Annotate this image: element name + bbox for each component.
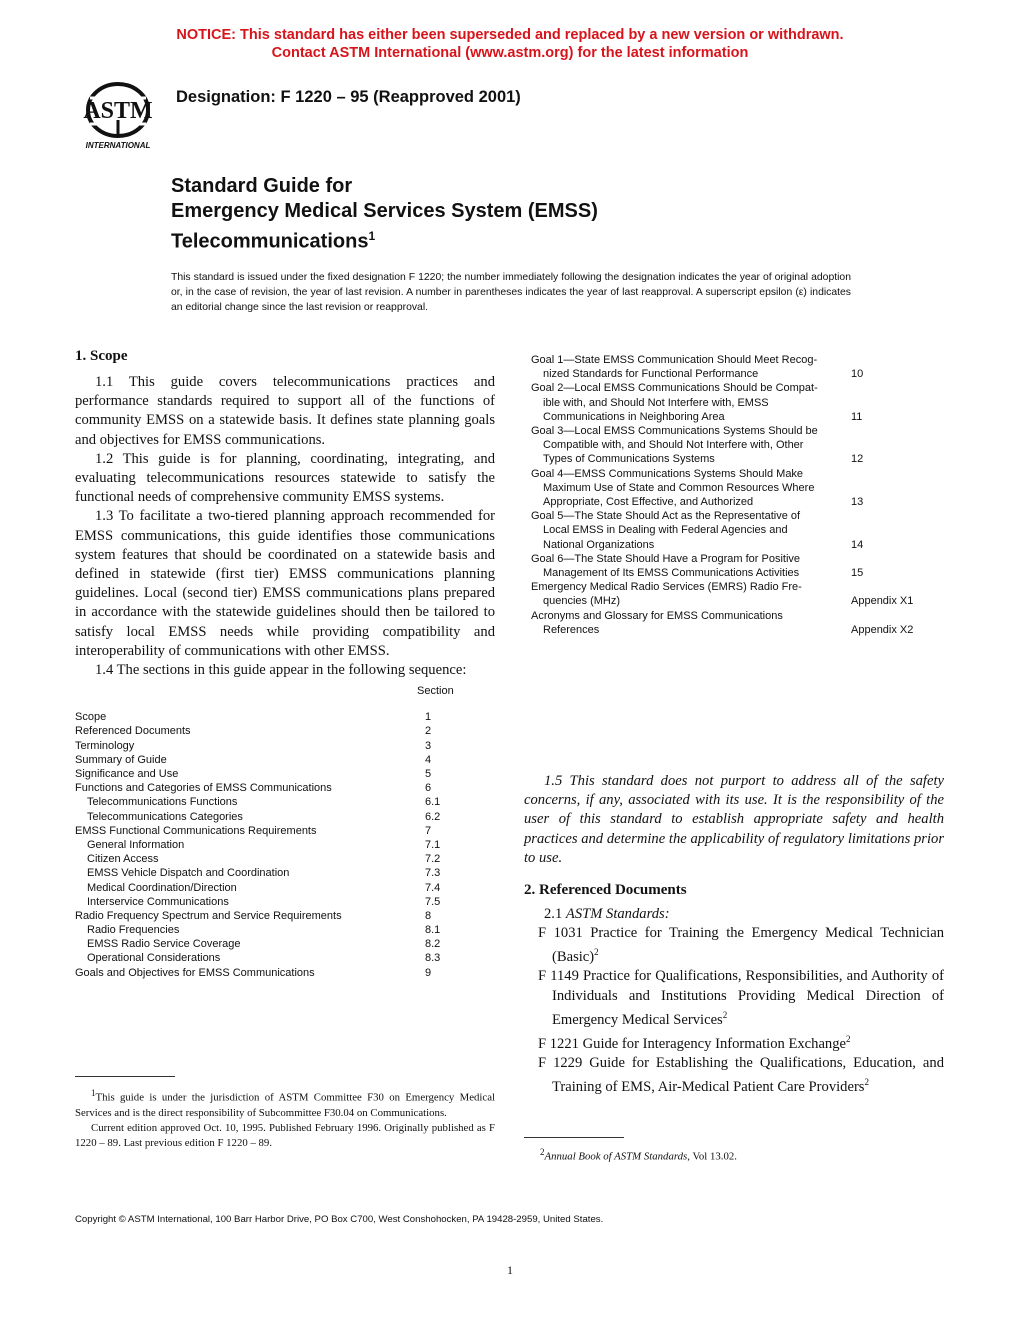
section-label: Terminology xyxy=(75,739,135,752)
page-number: 1 xyxy=(507,1263,513,1277)
section-label: Telecommunications Functions xyxy=(87,796,238,809)
footnote-2-vol: , Vol 13.02. xyxy=(687,1150,737,1163)
section-label: Summary of Guide xyxy=(75,753,167,766)
section-number: 8.1 xyxy=(425,924,441,937)
refdocs-heading: 2. Referenced Documents xyxy=(524,882,687,898)
footnote-1-mark: 1 xyxy=(91,1088,96,1098)
title-line-3-text: Telecommunications xyxy=(171,230,369,253)
section-number: 7.5 xyxy=(425,895,441,908)
reference-title: Guide for Establishing the Qualifications, Education, and Training of EMS, Air-Medical Patient Care Providers xyxy=(552,1055,944,1096)
goal-label-line: Goal 3—Local EMSS Communications Systems Should be xyxy=(531,425,818,438)
section-row xyxy=(75,866,495,880)
section-row xyxy=(75,824,495,838)
section-row xyxy=(75,838,495,852)
scope-1-4: 1.4 The sections in this guide appear in the following sequence: xyxy=(95,662,467,679)
section-number: 8.2 xyxy=(425,938,441,951)
title-line-3 xyxy=(171,224,598,255)
refdocs-list xyxy=(524,924,944,1097)
section-number: 7.2 xyxy=(425,853,441,866)
referenced-documents xyxy=(524,882,944,1097)
reference-item xyxy=(524,1054,944,1097)
reference-title: Practice for Qualifications, Responsibilities, and Authority of Individuals and Institutions Providing Medical Direction of Emergency Medical Services xyxy=(552,968,944,1028)
goal-label-line: Goal 2—Local EMSS Communications Should be Compat- xyxy=(531,382,818,395)
goal-section-number: Appendix X1 xyxy=(851,595,914,608)
goal-label-line: Goal 4—EMSS Communications Systems Should Make xyxy=(531,467,804,480)
footnote-rule-left xyxy=(75,1076,175,1077)
footnote-1-p2: Current edition approved Oct. 10, 1995. Published February 1996. Originally published as F 1220 – 89. Last previous edition F 1220 – 89. xyxy=(75,1121,495,1149)
section-row xyxy=(75,923,495,937)
goal-row xyxy=(531,467,931,510)
section-row xyxy=(75,852,495,866)
section-label: Citizen Access xyxy=(87,853,159,866)
footnote-1 xyxy=(75,1086,495,1151)
section-label: Interservice Communications xyxy=(87,895,229,908)
goal-label-line: Goal 6—The State Should Have a Program for Positive xyxy=(531,552,801,565)
goal-label-line: nized Standards for Functional Performance xyxy=(543,368,759,381)
section-label: EMSS Radio Service Coverage xyxy=(87,938,241,951)
section-number: 6 xyxy=(425,782,432,795)
goal-label-line: Goal 5—The State Should Act as the Representative of xyxy=(531,510,801,523)
logo-letters: ASTM xyxy=(83,98,153,124)
title-line-1: Standard Guide for xyxy=(171,175,353,197)
section-row xyxy=(75,951,495,965)
scope-1-2: 1.2 This guide is for planning, coordinating, integrating, and evaluating telecommunications resources statewide to satisfy the functional needs of comprehensive community EMSS systems. xyxy=(75,450,495,506)
section-number: 2 xyxy=(425,725,432,738)
section-row xyxy=(75,937,495,951)
section-number: 1 xyxy=(425,711,432,724)
section-label: Radio Frequency Spectrum and Service Requirements xyxy=(75,909,342,922)
goal-label-line: quencies (MHz) xyxy=(543,595,621,608)
goal-label-line: ible with, and Should Not Interfere with, EMSS xyxy=(543,396,769,409)
section-label: Operational Considerations xyxy=(87,952,221,965)
footnote-2 xyxy=(540,1147,737,1163)
section-row xyxy=(75,909,495,923)
section-label: EMSS Functional Communications Requirements xyxy=(75,824,317,837)
section-row xyxy=(75,724,495,738)
section-number: 7.3 xyxy=(425,867,441,880)
goal-label-line: National Organizations xyxy=(543,538,655,551)
goal-row xyxy=(531,381,931,424)
title-footnote-mark: 1 xyxy=(368,229,376,243)
goal-label-line: Emergency Medical Radio Services (EMRS) Radio Fre- xyxy=(531,581,802,594)
section-row xyxy=(75,767,495,781)
reference-footnote-mark: 2 xyxy=(722,1009,728,1020)
goal-section-number: 13 xyxy=(851,496,864,509)
goal-section-number: 10 xyxy=(851,368,864,381)
copyright: Copyright © ASTM International, 100 Barr Harbor Drive, PO Box C700, West Conshohocken, PA 19428-2959, United States. xyxy=(75,1214,604,1225)
logo-sub: INTERNATIONAL xyxy=(85,141,151,150)
section-label: General Information xyxy=(87,838,185,851)
section-number: 8 xyxy=(425,909,432,922)
goal-section-number: 12 xyxy=(851,453,864,466)
scope-1-3: 1.3 To facilitate a two-tiered planning approach recommended for EMSS communications, this guide identifies those communications system features that should be coordinated on a statewide basis and defined in statewide (first tier) EMSS communications planning guidelines. Local (second tier) EMSS communications plans prepared in accordance with the statewide guidelines should then be tailored to satisfy local EMSS needs while providing compatibility and interoperability of communications with other EMSS. xyxy=(75,508,495,659)
reference-footnote-mark: 2 xyxy=(594,947,599,958)
reference-code: F 1229 xyxy=(538,1055,583,1071)
section-number: 6.2 xyxy=(425,810,441,823)
section-row xyxy=(75,895,495,909)
section-row xyxy=(75,810,495,824)
footnote-2-mark: 2 xyxy=(540,1147,545,1157)
goal-label-line: Appropriate, Cost Effective, and Authorized xyxy=(543,496,754,509)
designation: Designation: F 1220 – 95 (Reapproved 2001) xyxy=(176,88,521,106)
refdocs-subsection xyxy=(524,905,944,924)
footnote-1-p1 xyxy=(75,1086,495,1121)
scope-1-1: 1.1 This guide covers telecommunications practices and performance standards required to support all of the functions of community EMSS on a statewide basis. It defines state planning goals and objectives for EMSS communications. xyxy=(75,374,495,448)
goal-label-line: Goal 1—State EMSS Communication Should Meet Recog- xyxy=(531,354,818,366)
section-table-header xyxy=(75,684,495,710)
reference-code: F 1149 xyxy=(538,968,579,985)
goal-row xyxy=(531,353,931,381)
section-row xyxy=(75,753,495,767)
section-label: Functions and Categories of EMSS Communications xyxy=(75,782,332,795)
section-number: 3 xyxy=(425,739,432,752)
section-label: Scope xyxy=(75,711,107,724)
section-table-continued xyxy=(531,353,931,637)
goal-label-line: Management of Its EMSS Communications Activities xyxy=(543,567,800,580)
section-label: Significance and Use xyxy=(75,768,179,780)
section-number: 7 xyxy=(425,824,432,837)
reference-item xyxy=(524,967,944,1029)
left-column xyxy=(75,348,495,980)
notice-line-2: Contact ASTM International (www.astm.org) for the latest information xyxy=(271,45,749,61)
section-number: 5 xyxy=(425,768,432,780)
goal-row xyxy=(531,580,931,608)
section-label: EMSS Vehicle Dispatch and Coordination xyxy=(87,867,290,880)
goal-row xyxy=(531,609,931,637)
section-label: Telecommunications Categories xyxy=(87,810,243,823)
footnote-2-text: Annual Book of ASTM Standards xyxy=(544,1150,688,1163)
reference-code: F 1031 xyxy=(538,925,583,942)
section-number: 7.1 xyxy=(425,838,441,851)
section-number: 8.3 xyxy=(425,952,441,965)
refdocs-sub-num: 2.1 xyxy=(544,906,563,922)
reference-code: F 1221 xyxy=(538,1035,579,1052)
notice-line-1: NOTICE: This standard has either been superseded and replaced by a new version or withdrawn. xyxy=(176,27,844,43)
section-number: 9 xyxy=(425,966,432,979)
section-label: Medical Coordination/Direction xyxy=(87,881,237,894)
goal-section-number: Appendix X2 xyxy=(851,623,914,636)
issued-statement: This standard is issued under the fixed designation F 1220; the number immediately following the designation indicates the year of original adoption or, in the case of revision, the year of last revision. A number in parentheses indicates the year of last reapproval. A superscript epsilon (ε) indicates an editorial change since the last revision or reapproval. xyxy=(171,272,851,313)
goal-label-line: Compatible with, and Should Not Interfere with, Other xyxy=(543,439,804,452)
reference-footnote-mark: 2 xyxy=(864,1077,869,1088)
title-line-2: Emergency Medical Services System (EMSS) xyxy=(171,200,598,222)
section-row xyxy=(75,795,495,809)
goal-section-number: 11 xyxy=(851,410,863,423)
section-row xyxy=(75,966,495,980)
goal-section-number: 14 xyxy=(851,538,864,551)
goal-label-line: Communications in Neighboring Area xyxy=(543,410,725,423)
goal-label-line: Maximum Use of State and Common Resources Where xyxy=(543,481,815,494)
section-row xyxy=(75,881,495,895)
goal-row xyxy=(531,509,931,552)
section-table xyxy=(75,684,495,980)
section-number: 7.4 xyxy=(425,881,441,894)
section-row xyxy=(75,710,495,724)
section-row xyxy=(75,781,495,795)
section-number: 4 xyxy=(425,753,432,766)
goal-row xyxy=(531,424,931,467)
section-table-rows xyxy=(75,710,495,980)
document-title xyxy=(171,174,598,255)
goal-label-line: Local EMSS in Dealing with Federal Agencies and xyxy=(543,524,788,537)
astm-logo xyxy=(76,80,160,150)
reference-title: Guide for Interagency Information Exchange xyxy=(582,1035,846,1052)
refdocs-sub-label: ASTM Standards: xyxy=(565,906,670,922)
goal-section-number: 15 xyxy=(851,567,864,580)
reference-footnote-mark: 2 xyxy=(846,1033,851,1044)
section-label: Referenced Documents xyxy=(75,725,191,738)
section-label: Goals and Objectives for EMSS Communications xyxy=(75,966,315,979)
reference-title: Practice for Training the Emergency Medical Technician (Basic) xyxy=(552,925,945,966)
section-row xyxy=(75,739,495,753)
safety-note: 1.5 This standard does not purport to address all of the safety concerns, if any, associated with its use. It is the responsibility of the user of this standard to establish appropriate safety and health practices and determine the applicability of regulatory limitations prior to use. xyxy=(524,773,944,866)
reference-item xyxy=(524,1030,944,1054)
astm-logo-icon xyxy=(76,80,160,150)
goal-row xyxy=(531,552,931,580)
section-number: 6.1 xyxy=(425,796,441,809)
goal-label-line: Types of Communications Systems xyxy=(543,453,715,466)
section-label: Radio Frequencies xyxy=(87,924,180,937)
goal-label-line: References xyxy=(543,623,600,636)
footnote-rule-right xyxy=(524,1137,624,1138)
goal-label-line: Acronyms and Glossary for EMSS Communications xyxy=(531,609,783,622)
withdrawal-notice xyxy=(0,26,1020,62)
reference-item xyxy=(524,924,944,967)
footnote-1-text: This guide is under the jurisdiction of ASTM Committee F30 on Emergency Medical Services and is the direct responsibility of Subcommittee F30.04 on Communications. xyxy=(75,1091,495,1119)
section-header: Section xyxy=(417,685,454,698)
scope-heading: 1. Scope xyxy=(75,348,128,364)
